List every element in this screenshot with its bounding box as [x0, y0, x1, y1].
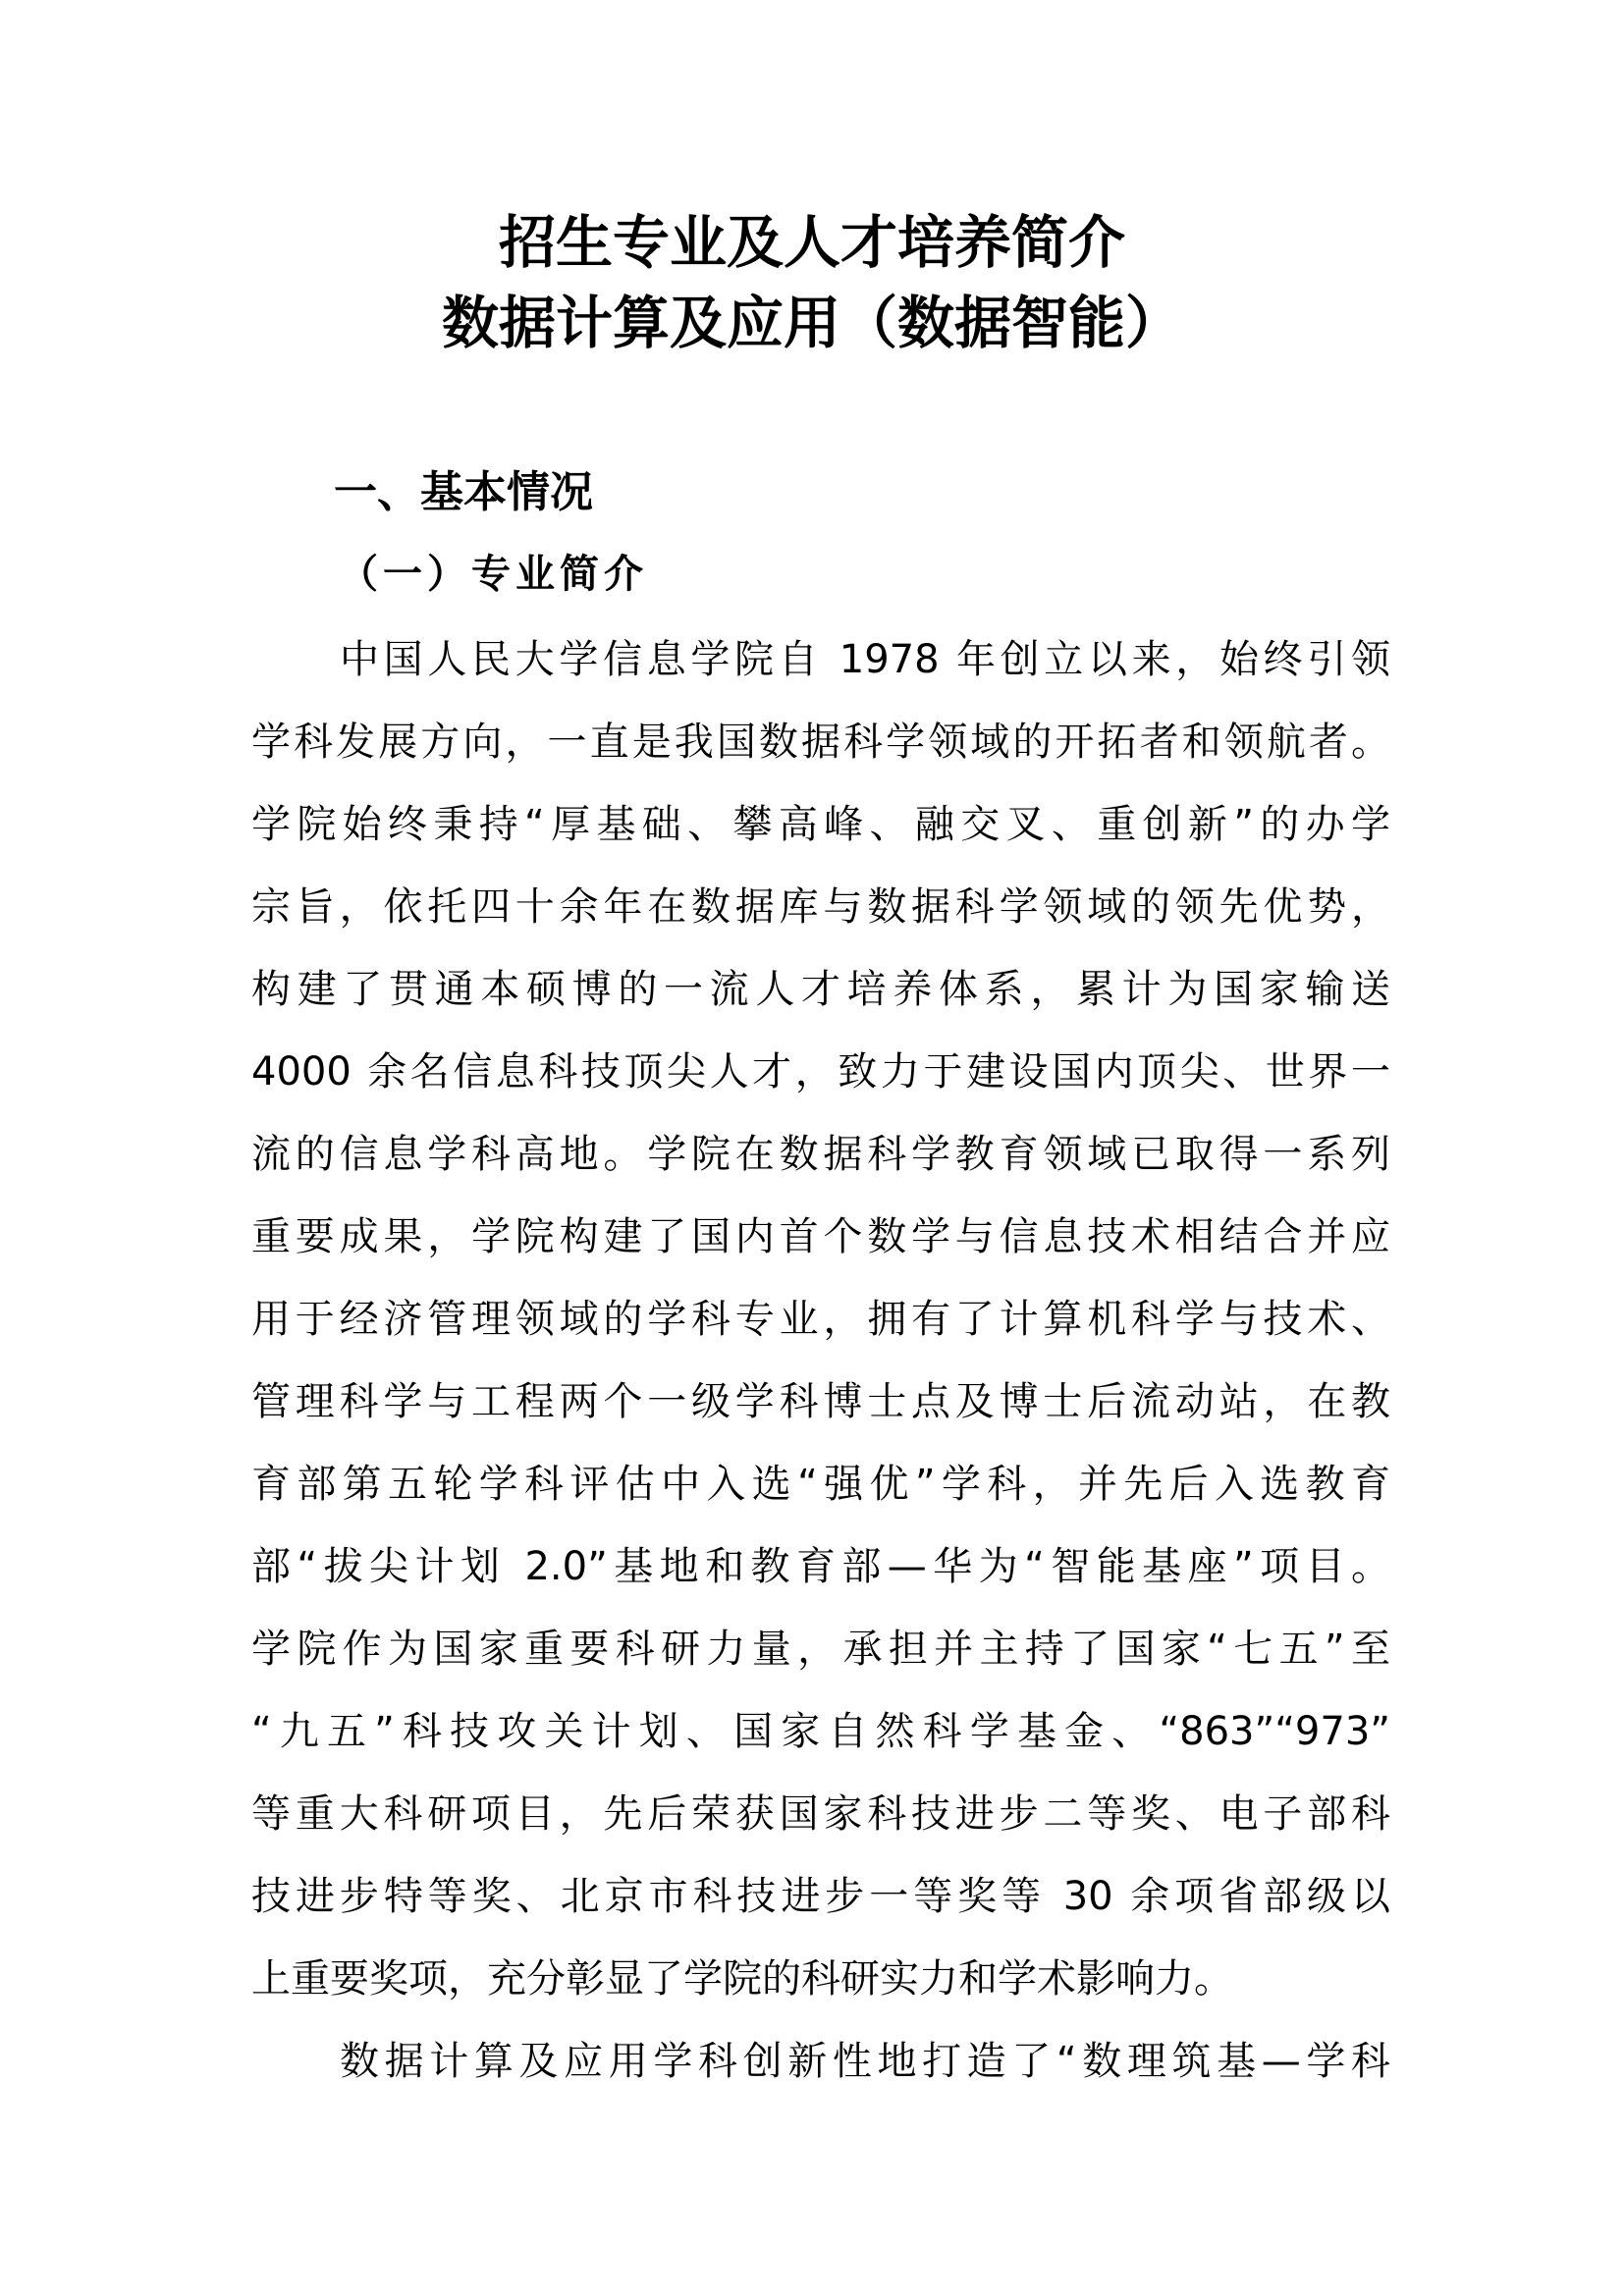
paragraph-line: 宗旨，依托四十余年在数据库与数据科学领域的领先优势， [251, 884, 1390, 930]
paragraph-line: 重要成果，学院构建了国内首个数学与信息技术相结合并应 [251, 1214, 1390, 1259]
document-subtitle: 数据计算及应用（数据智能） [441, 290, 1182, 356]
paragraph-line: 数据计算及应用学科创新性地打造了“数理筑基—学科 [340, 2039, 1390, 2084]
paragraph-line: 学院始终秉持“厚基础、攀高峰、融交叉、重创新”的办学 [251, 802, 1390, 847]
paragraph-line: 中国人民大学信息学院自 1978 年创立以来，始终引领 [340, 637, 1390, 682]
section-heading: 一、基本情况 [334, 467, 593, 517]
paragraph-line: 学科发展方向，一直是我国数据科学领域的开拓者和领航者。 [251, 720, 1390, 765]
paragraph-line: 学院作为国家重要科研力量，承担并主持了国家“七五”至 [251, 1627, 1390, 1672]
paragraph-line: 部“拔尖计划 2.0”基地和教育部—华为“智能基座”项目。 [251, 1544, 1390, 1589]
paragraph-line: 构建了贯通本硕博的一流人才培养体系，累计为国家输送 [251, 967, 1390, 1012]
paragraph-line: 4000 余名信息科技顶尖人才，致力于建设国内顶尖、世界一 [251, 1049, 1390, 1095]
paragraph-line: 技进步特等奖、北京市科技进步一等奖等 30 余项省部级以 [251, 1874, 1390, 1919]
paragraph-line: 管理科学与工程两个一级学科博士点及博士后流动站，在教 [251, 1379, 1390, 1424]
paragraph-line: 育部第五轮学科评估中入选“强优”学科，并先后入选教育 [251, 1462, 1390, 1507]
paragraph-line: “九五”科技攻关计划、国家自然科学基金、“863”“973” [251, 1709, 1390, 1754]
subsection-heading: （一）专业简介 [339, 551, 648, 597]
paragraph-line: 用于经济管理领域的学科专业，拥有了计算机科学与技术、 [251, 1297, 1390, 1342]
paragraph-line: 流的信息学科高地。学院在数据科学教育领域已取得一系列 [251, 1132, 1390, 1177]
paragraph-line: 上重要奖项，充分彰显了学院的科研实力和学术影响力。 [251, 1956, 1233, 2002]
document-title: 招生专业及人才培养简介 [498, 209, 1125, 276]
paragraph-line: 等重大科研项目，先后荣获国家科技进步二等奖、电子部科 [251, 1791, 1390, 1837]
